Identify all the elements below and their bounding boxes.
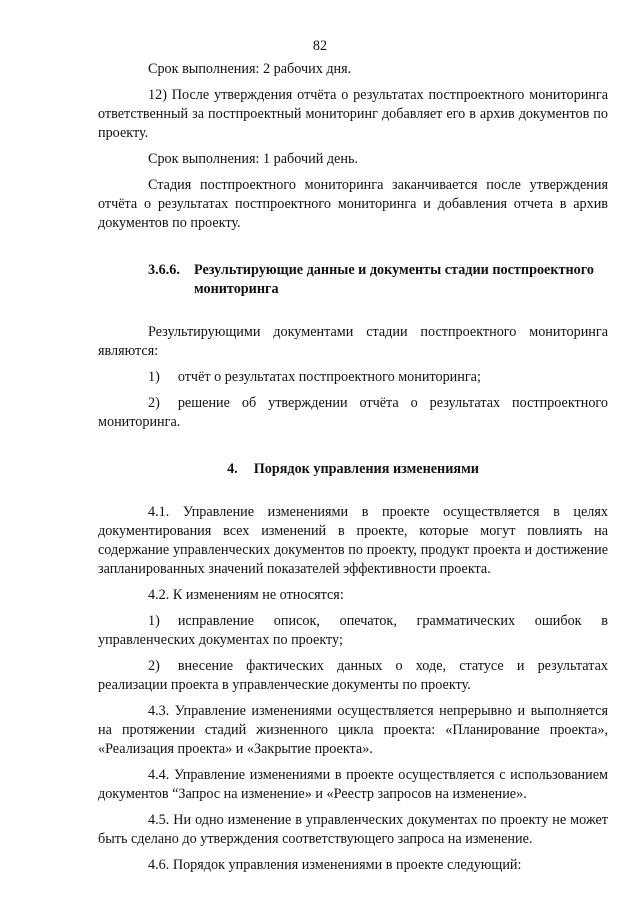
list-item-number: 1) [148, 613, 160, 629]
clause-number: 4.4. [148, 767, 170, 783]
list-item-text: исправление описок, опечаток, грамматических ошибок в управленческих документах по проекту; [98, 613, 608, 648]
clause-number: 4.6. [148, 857, 170, 873]
list-item-text: отчёт о результатах постпроектного мониторинга; [177, 369, 481, 385]
clause-text: К изменениям не относятся: [172, 587, 344, 603]
paragraph-stage-end: Стадия постпроектного мониторинга заканчивается после утверждения отчёта о результатах постпроектного мониторинга и добавления отчета в архив документов по проекту. [98, 177, 608, 231]
list-item [98, 394, 608, 432]
section-number: 3.6.6. [148, 262, 180, 278]
list-item-number: 2) [148, 395, 160, 411]
section-intro: Результирующими документами стадии постпроектного мониторинга являются: [98, 324, 608, 359]
clause-text: Ни одно изменение в управленческих документах по проекту не может быть сделано до утверждения соответствующего запроса на изменение. [98, 812, 608, 847]
clause-number: 4.3. [148, 703, 170, 719]
page-number: 82 [312, 38, 328, 54]
clause-4-5 [98, 811, 608, 849]
chapter-number: 4. [227, 461, 238, 477]
clause-text: Управление изменениями в проекте осуществляется с использованием документов “Запрос на изменение» и «Реестр запросов на изменение». [98, 767, 609, 802]
clause-number: 4.1. [148, 504, 170, 520]
paragraph-deadline-2-days: Срок выполнения: 2 рабочих дня. [148, 61, 352, 77]
page-content [98, 60, 608, 875]
section-title: Результирующие данные и документы стадии постпроектного мониторинга [194, 262, 594, 297]
list-item [98, 368, 608, 387]
clause-4-6 [98, 856, 608, 875]
list-item-number: 1) [148, 369, 160, 385]
chapter-heading [98, 460, 608, 479]
paragraph-deadline-1-day: Срок выполнения: 1 рабочий день. [148, 151, 358, 167]
clause-number: 4.2. [148, 587, 170, 603]
clause-4-2 [98, 586, 608, 605]
chapter-title: Порядок управления изменениями [253, 461, 479, 477]
clause-text: Управление изменениями осуществляется непрерывно и выполняется на протяжении стадий жизненного цикла проекта: «Планирование проекта», «Реализация проекта» и «Закрытие проекта». [98, 703, 608, 757]
section-heading [148, 261, 608, 299]
clause-text: Управление изменениями в проекте осуществляется в целях документирования всех изменений в проекте, которые могут повлиять на содержание управленческих документов по проекту, продукт проекта и достижение запланированных значений показателей эффективности проекта. [98, 504, 608, 577]
clause-4-4 [98, 766, 608, 804]
clause-4-3 [98, 702, 608, 759]
paragraph-step-12: 12) После утверждения отчёта о результатах постпроектного мониторинга ответственный за постпроектный мониторинг добавляет его в архив документов по проекту. [98, 87, 608, 141]
list-item [98, 657, 608, 695]
clause-number: 4.5. [148, 812, 170, 828]
list-item-number: 2) [148, 658, 160, 674]
list-item-text: решение об утверждении отчёта о результатах постпроектного мониторинга. [98, 395, 608, 430]
clause-4-1 [98, 503, 608, 579]
list-item [98, 612, 608, 650]
list-item-text: внесение фактических данных о ходе, статусе и результатах реализации проекта в управленческие документы по проекту. [98, 658, 608, 693]
clause-text: Порядок управления изменениями в проекте следующий: [172, 857, 522, 873]
